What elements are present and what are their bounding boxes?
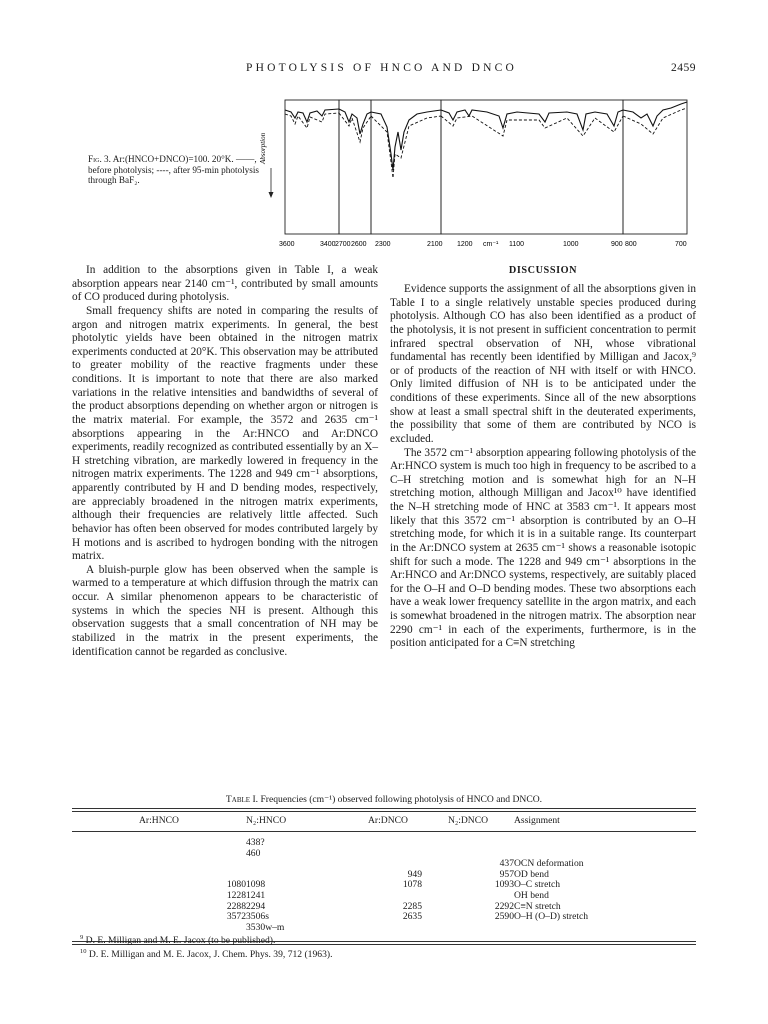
body-paragraph: Small frequency shifts are noted in comparing the results of argon and nitrogen matrix experiments. In general, the best photolytic yields have been obtained in the nitrogen matrix experiments conducted at 20°K. This observation may be attributed to greater mobility of the reactive fragments under these conditions. It is important to note that there are also marked variations in the relative intensities and bandwidths of several of the product absorptions depending on whether argon or nitrogen is the matrix material. For example, the 3572 and 2635 cm⁻¹ absorptions appearing in the Ar:HNCO and Ar:DNCO experiments, readily recognized as contributed essentially by an X–H stretching vibration, are markedly lowered in frequency in the nitrogen matrix experiments. The 1228 and 949 cm⁻¹ absorptions, apparently contributed by H and D bending modes, respectively, are appreciably broadened in the nitrogen matrix experiments, although their frequencies are relatively little affected. Such behavior has often been observed for modes contributed largely by H motions and is ascribed to hydrogen bonding with the nitrogen matrix. (72, 304, 378, 563)
table-header: Ar:DNCO (368, 815, 408, 827)
table-label: Table I. (225, 794, 259, 805)
footnote (80, 932, 680, 946)
footnotes (80, 932, 680, 960)
x-tick-label: 2100 (427, 241, 443, 248)
panel-4 (441, 100, 623, 234)
y-axis-arrowhead (269, 192, 274, 198)
x-tick-label: 1000 (563, 241, 579, 248)
col-ar-hnco: 1080 1228 2288 3572 (226, 879, 246, 923)
x-tick-label: 3600 (279, 241, 295, 248)
x-tick-label: 3400 (320, 241, 336, 248)
table-header: N₂:DNCO (447, 815, 489, 827)
x-tick-label: 2300 (375, 241, 391, 248)
table-caption (72, 794, 696, 808)
table-header-row (72, 812, 696, 831)
footnote-text: D. E. Milligan and M. E. Jacox (to be published). (85, 935, 276, 947)
x-tick-label: 700 (675, 241, 687, 248)
frequency-table (72, 812, 696, 831)
col-assignment: OCN deformation OD bend O–C stretch OH bend C≡N stretch O–H (O–D) stretch (514, 858, 589, 923)
y-axis-label: Absorption (259, 132, 267, 164)
table-header-rule (72, 831, 696, 832)
table-header: Ar:HNCO (139, 815, 179, 827)
x-tick-label: 2700 (335, 241, 351, 248)
x-tick-label: cm⁻¹ (483, 241, 499, 248)
footnote-mark: 10 (80, 948, 87, 956)
trace-before-photolysis (285, 102, 687, 170)
body-paragraph: The 3572 cm⁻¹ absorption appearing following photolysis of the Ar:HNCO system is much too high in frequency to be ascribed to a C–H stretching motion and is somewhat high for an N–H stretching motion, although Milligan and Jacox¹⁰ have identified the N–H stretching mode of HNC at 3583 cm⁻¹. It appears most likely that this 3572 cm⁻¹ absorption is contributed by an O–H stretching mode, for which it is in a suitable range. Its counterpart in the Ar:DNCO system at 2635 cm⁻¹ shows a reasonable isotopic shift for such a mode. The 1228 and 949 cm⁻¹ absorptions in the Ar:HNCO and Ar:DNCO systems, respectively, are suitably placed for the O–H and O–D bending modes. These two absorptions each have a weak lower frequency satellite in the argon matrix, and each is somewhat broadened in the nitrogen matrix. The absorption near 2290 cm⁻¹ in each of the experiments, furthermore, is in the position anticipated for a C≡N stretching (390, 446, 696, 650)
page-number: 2459 (671, 62, 696, 74)
table-1 (72, 794, 696, 945)
body-paragraph: A bluish-purple glow has been observed when the sample is warmed to a temperature at which diffusion through the matrix can occur. A similar phenomenon appears to be characteristic of systems in which the species NH is present. Although this observation suggests that a small concentration of NH may be stabilized in the matrix in the present experiments, the identification cannot be regarded as conclusive. (72, 563, 378, 658)
col-ar-dnco: 949 1078 2285 2635 (402, 868, 422, 923)
panel-3 (371, 100, 441, 234)
left-column (72, 264, 378, 659)
footnote-mark: 9 (80, 934, 84, 941)
panel-2 (339, 100, 371, 234)
footnote (80, 946, 680, 960)
x-tick-label: 800 (625, 241, 637, 248)
col-n2-hnco: 438? 460 1098 1241 2294 3506s 3530w–m (246, 837, 285, 933)
figure-label: Fig. 3. (88, 154, 111, 164)
running-head (0, 62, 768, 78)
right-column (390, 264, 696, 651)
x-tick-label: 900 (611, 241, 623, 248)
running-title: PHOTOLYSIS OF HNCO AND DNCO (246, 62, 517, 74)
x-tick-label: 2600 (351, 241, 367, 248)
trace-after-photolysis (285, 108, 687, 178)
x-axis-ticks (279, 241, 687, 248)
section-heading: DISCUSSION (508, 265, 578, 276)
body-paragraph: Evidence supports the assignment of all the absorptions given in Table I to a single relatively unstable species produced during photolysis. Although CO has also been identified as a product of the photolysis, it is not present in sufficient concentration to permit infrared spectral observation of NH, whose vibrational fundamental has recently been identified by Milligan and Jacox,⁹ or of products of the reaction of NH with itself or with HNCO. Only limited diffusion of NH is to be anticipated under the conditions of these experiments. Since all of the new absorptions show at least a small spectral shift in the deuterated experiments, the possibility that some of them are contributed by NCO is excluded. (390, 283, 696, 445)
table-header: Assignment (514, 815, 560, 827)
x-tick-label: 1200 (457, 241, 473, 248)
body-paragraph: In addition to the absorptions given in Table I, a weak absorption appears near 2140 cm⁻¹, contributed by small amounts of CO produced during photolysis. (72, 264, 378, 304)
table-body-row (72, 838, 696, 933)
col-n2-dnco: 437 957 1093 2292 2590 (494, 858, 514, 923)
table-caption-text: Frequencies (cm⁻¹) observed following photolysis of HNCO and DNCO. (260, 794, 543, 805)
table-header: N₂:HNCO (246, 815, 287, 827)
frequency-table-body (72, 838, 696, 933)
spectrum-panels (285, 100, 687, 234)
figure-caption-text: Ar:(HNCO+DNCO)=100. 20°K. ——, before photolysis; ----, after 95-min photolysis through BaF₂. (88, 154, 259, 185)
x-tick-label: 1100 (509, 241, 525, 248)
footnote-text: D. E. Milligan and M. E. Jacox, J. Chem. Phys. 39, 712 (1963). (88, 949, 333, 961)
figure-3 (72, 92, 696, 252)
ir-spectrum (259, 92, 697, 252)
figure-caption (88, 154, 282, 186)
